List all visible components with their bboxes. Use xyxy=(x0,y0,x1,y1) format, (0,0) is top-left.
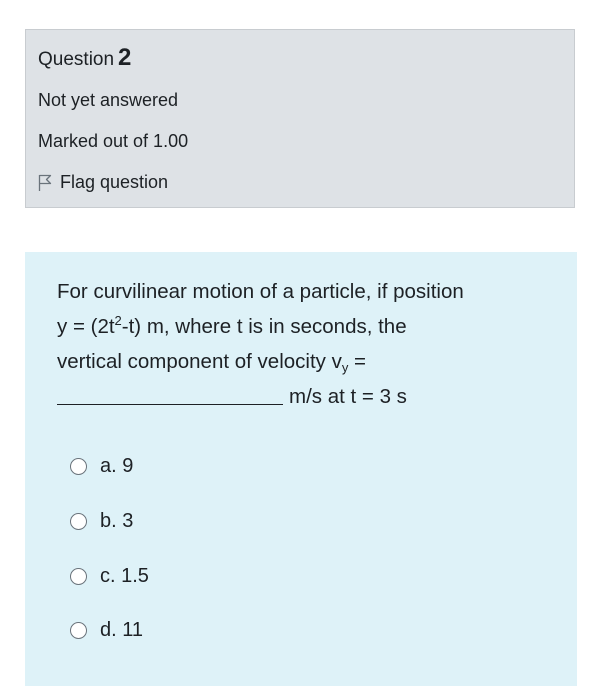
answer-blank xyxy=(57,382,283,405)
question-line-2: $y = (2t^2-t)$ m, where t is in seconds, the xyxy=(57,313,407,338)
question-state: Not yet answered xyxy=(38,90,179,110)
question-grade: Marked out of 1.00 xyxy=(38,131,189,151)
question-number: 2 xyxy=(118,44,132,71)
flag-icon xyxy=(38,174,52,192)
question-line-3: vertical component of velocity $v_y$ = xyxy=(57,350,367,375)
answer-label: d. 11 xyxy=(100,619,143,641)
answer-option-a[interactable] xyxy=(70,455,133,478)
question-line-4: m/s at t = 3 s xyxy=(57,379,557,414)
radio-button[interactable] xyxy=(70,568,87,585)
question-formulation xyxy=(25,252,577,686)
answer-option-d[interactable] xyxy=(70,619,143,642)
radio-button[interactable] xyxy=(70,513,87,530)
question-label: Question xyxy=(38,49,115,70)
flag-question-label: Flag question xyxy=(60,172,169,192)
radio-button[interactable] xyxy=(70,622,87,639)
question-line-1: For curvilinear motion of a particle, if position xyxy=(57,280,464,303)
answer-label: c. 1.5 xyxy=(100,565,149,587)
answer-option-b[interactable] xyxy=(70,510,133,533)
answer-option-c[interactable] xyxy=(70,565,149,588)
question-heading xyxy=(38,44,131,72)
question-text xyxy=(57,274,557,414)
radio-button[interactable] xyxy=(70,458,87,475)
question-info-panel xyxy=(25,29,575,208)
answer-label: a. 9 xyxy=(100,455,134,477)
answer-label: b. 3 xyxy=(100,510,134,532)
flag-question-link[interactable] xyxy=(38,172,168,193)
